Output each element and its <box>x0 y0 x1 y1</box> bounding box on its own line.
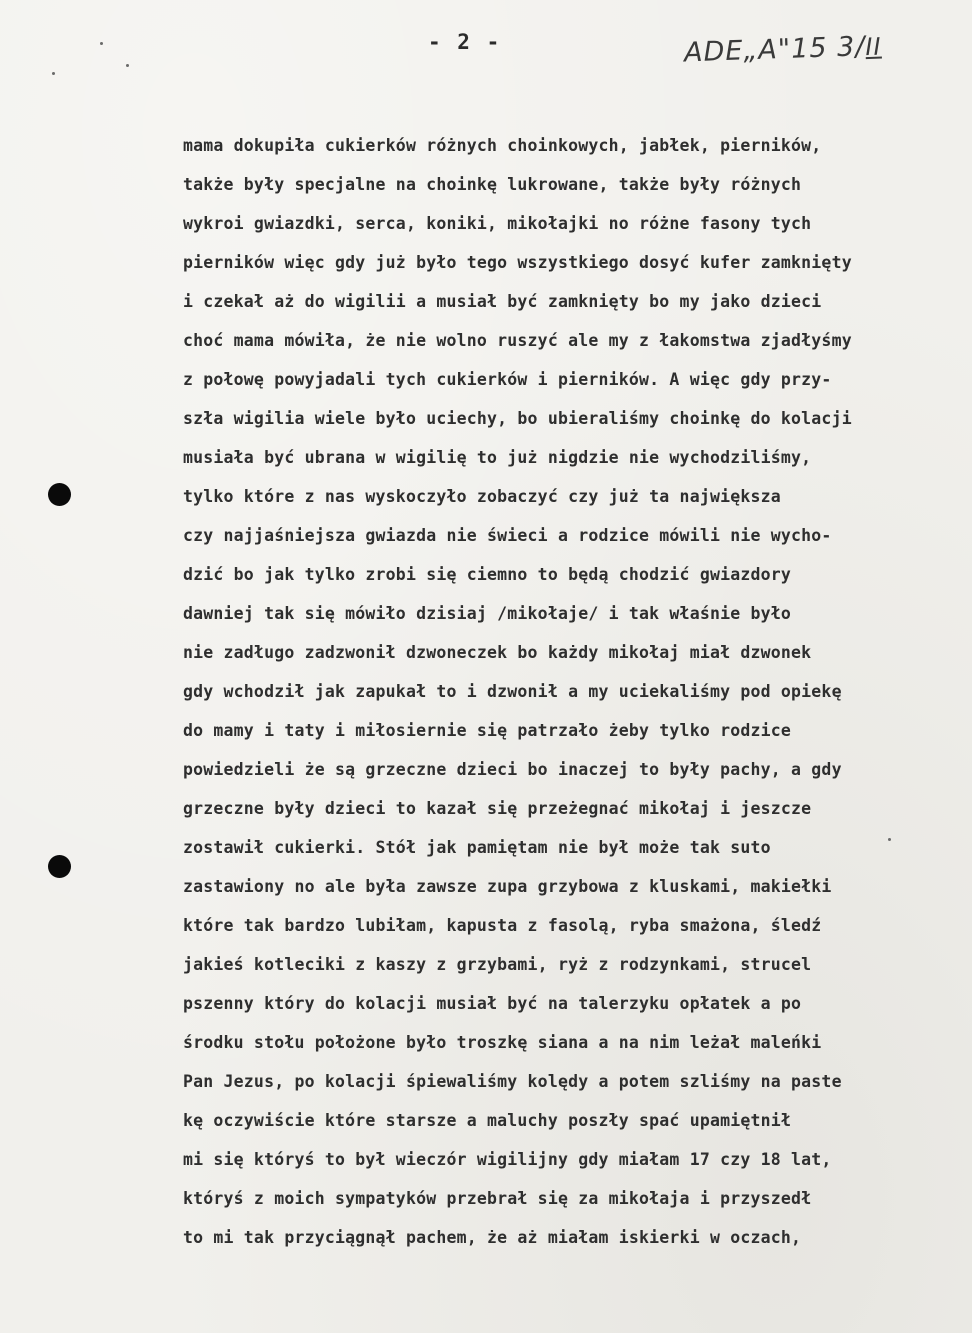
paper-speck <box>52 72 55 75</box>
punch-hole-upper <box>48 483 71 506</box>
paper-speck <box>126 64 129 67</box>
paper-speck <box>888 838 891 841</box>
archive-signature-handwritten <box>684 31 883 69</box>
text-line: powiedzieli że są grzeczne dzieci bo inaczej to były pachy, a gdy <box>183 760 842 779</box>
text-line: grzeczne były dzieci to kazał się przeżegnać mikołaj i jeszcze <box>183 799 812 818</box>
text-line: które tak bardzo lubiłam, kapusta z fasolą, ryba smażona, śledź <box>183 916 822 935</box>
text-line: zostawił cukierki. Stół jak pamiętam nie był może tak suto <box>183 838 771 857</box>
text-line: kę oczywiście które starsze a maluchy poszły spać upamiętnił <box>183 1111 792 1130</box>
text-line: gdy wchodził jak zapukał to i dzwonił a my uciekaliśmy pod opiekę <box>183 682 842 701</box>
page-number: - 2 - <box>428 30 502 54</box>
text-line: wykroi gwiazdki, serca, koniki, mikołajki no różne fasony tych <box>183 214 812 233</box>
text-line: dawniej tak się mówiło dzisiaj /mikołaje/ i tak właśnie było <box>183 604 792 623</box>
document-body <box>183 126 959 1257</box>
text-line: nie zadługo zadzwonił dzwoneczek bo każdy mikołaj miał dzwonek <box>183 643 812 662</box>
text-line: także były specjalne na choinkę lukrowane, także były różnych <box>183 175 802 194</box>
text-line: choć mama mówiła, że nie wolno ruszyć ale my z łakomstwa zjadłyśmy <box>183 331 852 350</box>
text-line: mama dokupiła cukierków różnych choinkowych, jabłek, pierników, <box>183 136 822 155</box>
text-line: środku stołu położone było troszkę siana a na nim leżał maleńki <box>183 1033 822 1052</box>
text-line: dzić bo jak tylko zrobi się ciemno to będą chodzić gwiazdory <box>183 565 792 584</box>
punch-hole-lower <box>48 855 71 878</box>
text-line: któryś z moich sympatyków przebrał się za mikołaja i przyszedł <box>183 1189 812 1208</box>
paper-speck <box>100 42 103 45</box>
text-line: Pan Jezus, po kolacji śpiewaliśmy kolędy a potem szliśmy na paste <box>183 1072 842 1091</box>
text-line: to mi tak przyciągnął pachem, że aż miałam iskierki w oczach, <box>183 1228 802 1247</box>
text-line: tylko które z nas wyskoczyło zobaczyć czy już ta największa <box>183 487 781 506</box>
archive-signature-roman: II <box>864 32 883 62</box>
text-line: zastawiony no ale była zawsze zupa grzybowa z kluskami, makiełki <box>183 877 832 896</box>
text-line: i czekał aż do wigilii a musiał być zamknięty bo my jako dzieci <box>183 292 822 311</box>
text-line: szła wigilia wiele było uciechy, bo ubieraliśmy choinkę do kolacji <box>183 409 852 428</box>
text-line: musiała być ubrana w wigilię to już nigdzie nie wychodziliśmy, <box>183 448 812 467</box>
text-line: jakieś kotleciki z kaszy z grzybami, ryż z rodzynkami, strucel <box>183 955 812 974</box>
text-line: pszenny który do kolacji musiał być na talerzyku opłatek a po <box>183 994 802 1013</box>
text-line: z połowę powyjadali tych cukierków i pierników. A więc gdy przy- <box>183 370 832 389</box>
text-line: mi się któryś to był wieczór wigilijny gdy miałam 17 czy 18 lat, <box>183 1150 832 1169</box>
text-line: czy najjaśniejsza gwiazda nie świeci a rodzice mówili nie wycho- <box>183 526 832 545</box>
text-line: do mamy i taty i miłosiernie się patrzało żeby tylko rodzice <box>183 721 792 740</box>
archive-signature-main: ADE„A"15 3/ <box>683 31 866 69</box>
text-line: pierników więc gdy już było tego wszystkiego dosyć kufer zamknięty <box>183 253 852 272</box>
